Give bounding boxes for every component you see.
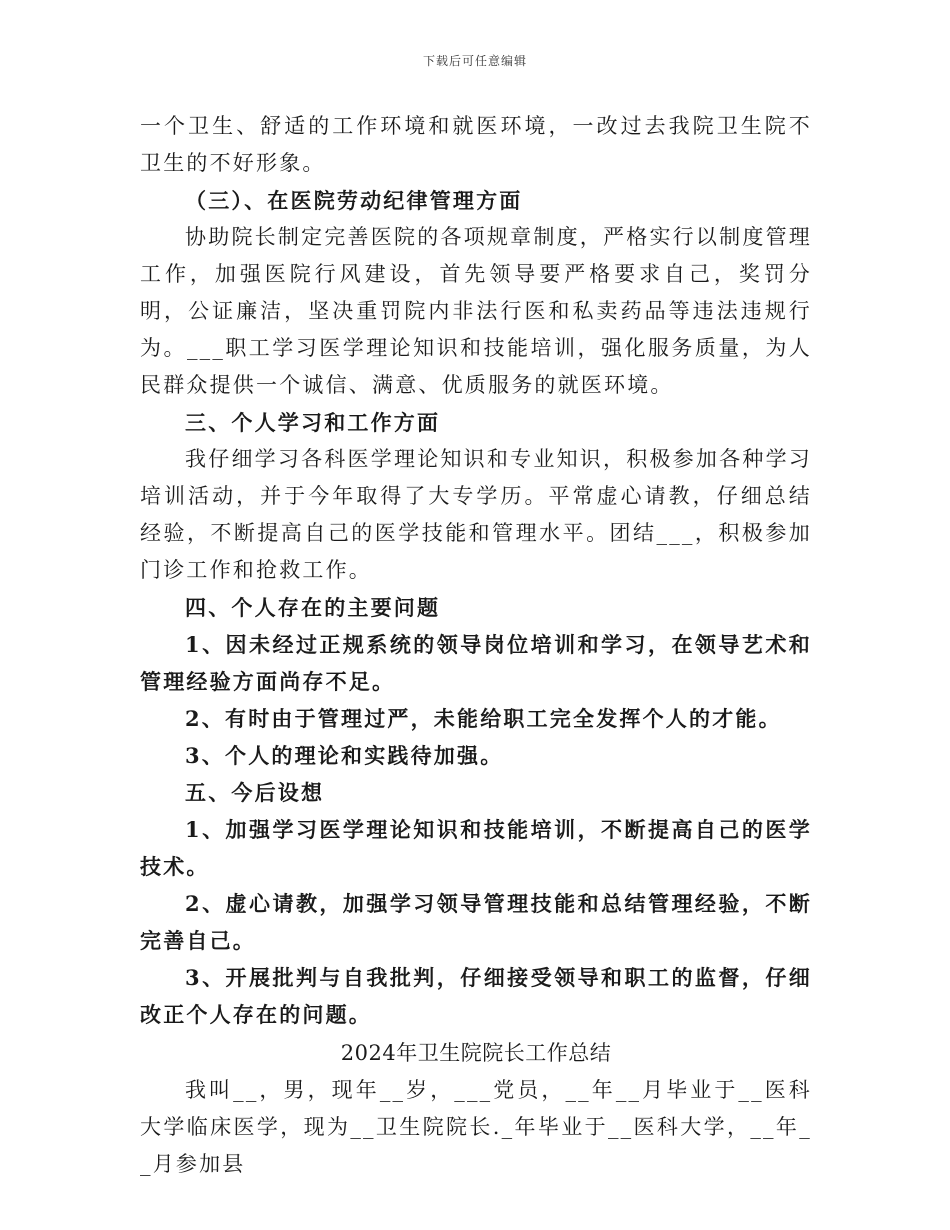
paragraph-discipline-management: 协助院长制定完善医院的各项规章制度，严格实行以制度管理工作，加强医院行风建设，首先领导要严格要求自己，奖罚分明，公证廉洁，坚决重罚院内非法行医和私卖药品等违法违规行为。___职工学习医学理论知识和技能培训，强化服务质量，为人民群众提供一个诚信、满意、优质服务的就医环境。: [140, 225, 812, 397]
heading-personal-study: 三、个人学习和工作方面: [185, 410, 441, 435]
problem-item-2: 2、有时由于管理过严，未能给职工完全发挥个人的才能。: [185, 706, 782, 731]
paragraph-self-introduction: 我叫__，男，现年__岁，___党员，__年__月毕业于__医科大学临床医学，现为__卫生院院长._年毕业于__医科大学，__年__月参加县: [140, 1078, 812, 1176]
paragraph-continuation: 一个卫生、舒适的工作环境和就医环境，一改过去我院卫生院不卫生的不好形象。: [140, 114, 812, 175]
heading-future-plans: 五、今后设想: [185, 780, 325, 805]
problem-item-3: 3、个人的理论和实践待加强。: [185, 743, 504, 768]
paragraph-personal-study: 我仔细学习各科医学理论知识和专业知识，积极参加各种学习培训活动，并于今年取得了大专学历。平常虚心请教，仔细总结经验，不断提高自己的医学技能和管理水平。团结___，积极参加门诊工作和抢救工作。: [140, 447, 812, 582]
document-title: 2024年卫生院院长工作总结: [340, 1041, 612, 1065]
plan-item-2: 2、虚心请教，加强学习领导管理技能和总结管理经验，不断完善自己。: [140, 891, 812, 953]
header-note: 下载后可任意编辑: [422, 54, 527, 68]
plan-item-3: 3、开展批判与自我批判，仔细接受领导和职工的监督，仔细改正个人存在的问题。: [140, 965, 812, 1027]
problem-item-1: 1、因未经过正规系统的领导岗位培训和学习，在领导艺术和管理经验方面尚存不足。: [140, 632, 812, 694]
heading-discipline-management: （三）、在医院劳动纪律管理方面: [185, 188, 523, 213]
heading-main-problems: 四、个人存在的主要问题: [185, 595, 441, 620]
plan-item-1: 1、加强学习医学理论知识和技能培训，不断提高自己的医学技术。: [140, 817, 812, 879]
document-body: [140, 108, 812, 1183]
